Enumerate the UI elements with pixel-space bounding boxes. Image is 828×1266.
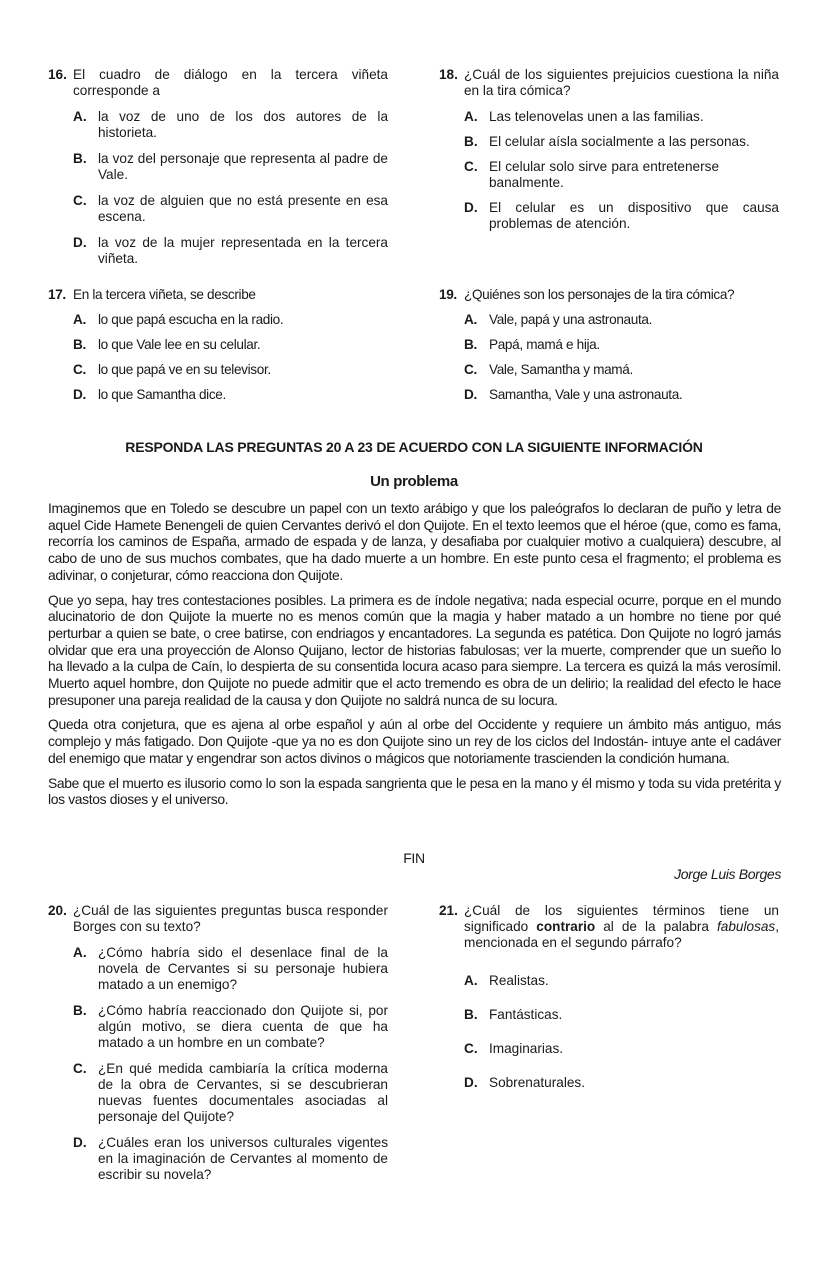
question-stem <box>439 287 799 303</box>
option-letter: C. <box>464 362 477 377</box>
option-letter: C. <box>73 193 87 208</box>
option-b[interactable] <box>48 151 388 183</box>
option-letter: C. <box>73 362 86 377</box>
question-number: 19. <box>439 287 457 302</box>
option-d[interactable] <box>48 1135 388 1183</box>
option-a[interactable] <box>439 312 799 328</box>
option-letter: B. <box>73 1003 87 1018</box>
question-number: 21. <box>439 903 458 918</box>
option-text: Papá, mamá e hija. <box>489 337 600 352</box>
option-letter: D. <box>73 387 86 402</box>
option-text: Sobrenaturales. <box>489 1075 585 1090</box>
option-text: la voz de uno de los dos autores de la historieta. <box>98 109 388 140</box>
option-letter: C. <box>464 1041 478 1056</box>
option-text: ¿En qué medida cambiaría la crítica moderna de la obra de Cervantes, si se descubrieran nuevas fuentes documentales asociadas al personaje del Quijote? <box>98 1061 388 1124</box>
option-letter: C. <box>464 159 478 174</box>
option-text: Fantásticas. <box>489 1007 563 1022</box>
option-text: lo que Samantha dice. <box>98 387 226 402</box>
option-text: Realistas. <box>489 973 549 988</box>
question-19 <box>439 287 799 403</box>
question-number: 20. <box>48 903 67 918</box>
option-text: El celular es un dispositivo que causa problemas de atención. <box>489 200 779 231</box>
option-b[interactable] <box>48 337 408 353</box>
question-text: al de la palabra <box>595 919 718 934</box>
passage-paragraph-1: Imaginemos que en Toledo se descubre un papel con un texto arábigo y que los paleógrafos lo declaran de puño y letra de aquel Cide Hamete Benengeli de quien Cervantes derivó el don Quijote. En el texto leemos que el héroe (que, como es fama, recorría los caminos de España, armado de espada y de lanza, y desafiaba por cualquier motivo a cualquiera) descubre, al cabo de uno de sus muchos combates, que ha dado muerte a un hombre. En este punto cesa el fragmento; el problema es adivinar, o conjeturar, cómo reacciona don Quijote. <box>48 500 781 583</box>
question-stem <box>439 67 779 99</box>
option-c[interactable] <box>439 159 779 191</box>
section-instructions: RESPONDA LAS PREGUNTAS 20 A 23 DE ACUERDO CON LA SIGUIENTE INFORMACIÓN <box>125 439 703 455</box>
question-16 <box>48 67 388 267</box>
passage-body <box>48 500 781 816</box>
passage-paragraph-4: Sabe que el muerto es ilusorio como lo son la espada sangrienta que le pesa en la mano y él mismo y toda su vida pretérita y los vastos dioses y el universo. <box>48 774 781 808</box>
option-letter: B. <box>73 151 87 166</box>
option-b[interactable] <box>48 1003 388 1051</box>
option-letter: B. <box>464 134 478 149</box>
option-text: la voz de la mujer representada en la tercera viñeta. <box>98 235 388 266</box>
option-a[interactable] <box>439 109 779 125</box>
option-letter: A. <box>73 109 87 124</box>
option-d[interactable] <box>439 1075 779 1091</box>
option-letter: A. <box>73 312 86 327</box>
option-text: Imaginarias. <box>489 1041 564 1056</box>
option-b[interactable] <box>439 1007 779 1023</box>
option-c[interactable] <box>48 193 388 225</box>
question-17 <box>48 287 408 403</box>
question-text-emphasis: contrario <box>536 919 596 934</box>
option-letter: A. <box>464 312 477 327</box>
option-a[interactable] <box>48 945 388 993</box>
question-21 <box>439 903 779 1091</box>
question-18 <box>439 67 779 232</box>
passage-paragraph-3: Queda otra conjetura, que es ajena al orbe español y aún al orbe del Occidente y requiere un ámbito más antiguo, más complejo y más fatigado. Don Quijote -que ya no es don Quijote sino un rey de los ciclos del Indostán- intuye ante el cadáver del enemigo que matar y engendrar son actos divinos o mágicos que notoriamente trascienden la condición humana. <box>48 716 781 766</box>
option-d[interactable] <box>439 200 779 232</box>
option-d[interactable] <box>48 235 388 267</box>
passage-author: Jorge Luis Borges <box>674 866 781 882</box>
passage-title: Un problema <box>370 473 458 490</box>
option-letter: D. <box>464 200 478 215</box>
question-number: 17. <box>48 287 66 302</box>
option-c[interactable] <box>48 1061 388 1125</box>
question-text: ¿Cuál de los siguientes prejuicios cuestiona la niña en la tira cómica? <box>464 67 779 98</box>
question-stem <box>48 287 408 303</box>
option-text: lo que Vale lee en su celular. <box>98 337 261 352</box>
option-text: ¿Cuáles eran los universos culturales vigentes en la imaginación de Cervantes al momento de escribir su novela? <box>98 1135 388 1182</box>
option-letter: A. <box>464 109 478 124</box>
option-text: El celular solo sirve para entretenerse banalmente. <box>489 159 719 190</box>
option-text: la voz de alguien que no está presente en esa escena. <box>98 193 388 224</box>
option-text: Las telenovelas unen a las familias. <box>489 109 704 124</box>
option-text: ¿Cómo habría sido el desenlace final de la novela de Cervantes si su personaje hubiera matado a un enemigo? <box>98 945 388 992</box>
option-text: Vale, papá y una astronauta. <box>489 312 653 327</box>
question-stem <box>48 903 388 935</box>
option-text: lo que papá ve en su televisor. <box>98 362 271 377</box>
option-letter: B. <box>464 337 477 352</box>
option-a[interactable] <box>48 312 408 328</box>
question-stem <box>439 903 779 951</box>
option-text: El celular aísla socialmente a las personas. <box>489 134 750 149</box>
option-a[interactable] <box>48 109 388 141</box>
option-letter: D. <box>73 235 87 250</box>
option-letter: A. <box>464 973 478 988</box>
option-letter: D. <box>73 1135 87 1150</box>
option-text: la voz del personaje que representa al padre de Vale. <box>98 151 388 182</box>
passage-paragraph-2: Que yo sepa, hay tres contestaciones posibles. La primera es de índole negativa; nada especial ocurre, porque en el mundo alucinatorio de don Quijote la muerte no es menos común que la magia y haber matado a un hombre no tiene por qué perturbar a quien se bate, o cree batirse, con endriagos y encantadores. La segunda es patética. Don Quijote no logró jamás olvidar que era una proyección de Alonso Quijano, lector de historias fabulosas; ver la muerte, comprender que un sueño lo ha llevado a la culpa de Caín, lo despierta de su consentida locura acaso para siempre. La tercera es quizá la más verosímil. Muerto aquel hombre, don Quijote no puede admitir que el acto tremendo es obra de un delirio; la realidad del efecto le hace presuponer una pareja realidad de la causa y don Quijote no saldrá nunca de su locura. <box>48 591 781 708</box>
option-letter: B. <box>73 337 86 352</box>
question-text: ¿Quiénes son los personajes de la tira cómica? <box>464 287 735 302</box>
option-b[interactable] <box>439 337 799 353</box>
passage-end: FIN <box>403 850 425 866</box>
question-text: El cuadro de diálogo en la tercera viñeta corresponde a <box>73 67 388 98</box>
question-text: ¿Cuál de los siguientes términos tiene un significado <box>464 903 779 934</box>
option-d[interactable] <box>439 387 799 403</box>
option-c[interactable] <box>439 362 799 378</box>
question-stem <box>48 67 388 99</box>
option-d[interactable] <box>48 387 408 403</box>
option-text: Vale, Samantha y mamá. <box>489 362 633 377</box>
option-text: lo que papá escucha en la radio. <box>98 312 284 327</box>
question-text: ¿Cuál de las siguientes preguntas busca responder Borges con su texto? <box>73 903 388 934</box>
question-number: 18. <box>439 67 458 82</box>
option-text: ¿Cómo habría reaccionado don Quijote si, por algún motivo, se diera cuenta de que ha matado a un hombre en un combate? <box>98 1003 388 1050</box>
option-letter: D. <box>464 387 477 402</box>
question-20 <box>48 903 388 1183</box>
question-text: , mencionada en el segundo párrafo? <box>464 919 780 950</box>
option-a[interactable] <box>439 973 779 989</box>
option-c[interactable] <box>439 1041 779 1057</box>
option-text: Samantha, Vale y una astronauta. <box>489 387 683 402</box>
question-number: 16. <box>48 67 67 82</box>
question-text: En la tercera viñeta, se describe <box>73 287 256 302</box>
option-b[interactable] <box>439 134 779 150</box>
option-c[interactable] <box>48 362 408 378</box>
option-letter: A. <box>73 945 87 960</box>
option-letter: C. <box>73 1061 87 1076</box>
question-text-italic: fabulosas <box>717 919 776 934</box>
option-letter: D. <box>464 1075 478 1090</box>
option-letter: B. <box>464 1007 478 1022</box>
